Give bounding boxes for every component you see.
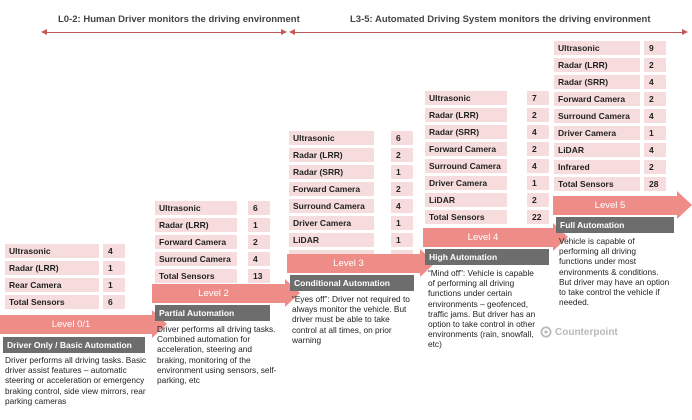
sensor-name: Radar (LRR) <box>425 108 507 122</box>
level-label: Level 5 <box>594 200 626 211</box>
sensor-row <box>554 160 666 174</box>
sensor-value: 4 <box>248 252 270 266</box>
sensor-row <box>554 41 666 55</box>
sensor-list-level-0-1 <box>5 244 125 312</box>
level-title-5: Full Automation <box>556 217 674 233</box>
sensor-value: 1 <box>391 165 413 179</box>
sensor-name: Radar (SRR) <box>289 165 374 179</box>
sensor-name: LiDAR <box>554 143 640 157</box>
level-label: Level 4 <box>467 232 499 243</box>
arrow-right-icon <box>682 29 688 35</box>
sensor-row <box>554 177 666 191</box>
automated-system-header: L3-5: Automated Driving System monitors the driving environment <box>350 14 651 25</box>
level-title-3: Conditional Automation <box>290 275 414 291</box>
arrow-right-icon <box>281 29 287 35</box>
sensor-row <box>5 295 125 309</box>
sensor-name: Total Sensors <box>155 269 237 283</box>
sensor-value: 22 <box>527 210 549 224</box>
sensor-name: Total Sensors <box>554 177 640 191</box>
sensor-row <box>554 92 666 106</box>
sensor-row <box>554 109 666 123</box>
sensor-row <box>425 125 549 139</box>
sensor-value: 2 <box>644 58 666 72</box>
sensor-name: Forward Camera <box>554 92 640 106</box>
sensor-value: 1 <box>248 218 270 232</box>
level-band-5 <box>553 196 677 215</box>
sensor-row <box>5 278 125 292</box>
sensor-name: LiDAR <box>289 233 374 247</box>
sensor-name: Radar (LRR) <box>5 261 99 275</box>
sensor-value: 6 <box>391 131 413 145</box>
sensor-name: Ultrasonic <box>5 244 99 258</box>
level-band-3 <box>287 254 420 273</box>
counterpoint-logo <box>540 326 618 338</box>
sensor-value: 1 <box>391 216 413 230</box>
sensor-name: Driver Camera <box>554 126 640 140</box>
sensor-list-level-4 <box>425 91 549 227</box>
arrow-left-icon <box>41 29 47 35</box>
logo-text: Counterpoint <box>555 326 618 338</box>
sensor-row <box>425 159 549 173</box>
sensor-value: 1 <box>103 278 125 292</box>
level-label: Level 2 <box>198 288 229 299</box>
sensor-name: Driver Camera <box>425 176 507 190</box>
sensor-name: Total Sensors <box>425 210 507 224</box>
human-range-line <box>43 32 283 33</box>
sensor-value: 1 <box>391 233 413 247</box>
automated-range-line <box>291 32 684 33</box>
sensor-name: Infrared <box>554 160 640 174</box>
sensor-name: Forward Camera <box>155 235 237 249</box>
sensor-value: 7 <box>527 91 549 105</box>
sensor-value: 6 <box>103 295 125 309</box>
sensor-row <box>289 182 413 196</box>
sensor-value: 28 <box>644 177 666 191</box>
sensor-name: Radar (SRR) <box>554 75 640 89</box>
level-description-3: “Eyes off”: Driver not required to always monitor the vehicle. But driver must be able to take control at all times, on prior warning <box>292 294 410 345</box>
sensor-value: 2 <box>391 148 413 162</box>
arrow-left-icon <box>289 29 295 35</box>
sensor-row <box>289 131 413 145</box>
sensor-name: Ultrasonic <box>155 201 237 215</box>
sensor-name: Surround Camera <box>155 252 237 266</box>
sensor-value: 4 <box>103 244 125 258</box>
sensor-name: Total Sensors <box>5 295 99 309</box>
sensor-name: Surround Camera <box>425 159 507 173</box>
level-description-2: Driver performs all driving tasks. Combined automation for acceleration, steering and braking, monitoring of the environment using sensors, self-parking, etc <box>157 324 277 386</box>
sensor-name: Rear Camera <box>5 278 99 292</box>
sensor-value: 2 <box>527 142 549 156</box>
sensor-name: Surround Camera <box>554 109 640 123</box>
level-label: Level 3 <box>333 258 364 269</box>
sensor-row <box>554 126 666 140</box>
sensor-row <box>425 91 549 105</box>
level-description-0-1: Driver performs all driving tasks. Basic driver assist features – automatic steering or acceleration or emergency braking control, side view mirrors, rear parking cameras <box>5 355 147 406</box>
sensor-name: Ultrasonic <box>425 91 507 105</box>
level-title-0-1: Driver Only / Basic Automation <box>3 337 145 353</box>
sensor-name: Radar (SRR) <box>425 125 507 139</box>
sensor-row <box>289 148 413 162</box>
level-band-4 <box>423 228 553 247</box>
sensor-row <box>425 108 549 122</box>
sensor-name: Radar (LRR) <box>289 148 374 162</box>
sensor-row <box>289 165 413 179</box>
sensor-value: 2 <box>391 182 413 196</box>
sensor-value: 1 <box>103 261 125 275</box>
level-label: Level 0/1 <box>51 319 91 330</box>
sensor-value: 4 <box>391 199 413 213</box>
sensor-row <box>155 252 270 266</box>
level-title-2: Partial Automation <box>155 305 270 321</box>
sensor-value: 2 <box>644 92 666 106</box>
sensor-value: 9 <box>644 41 666 55</box>
sensor-list-level-2 <box>155 201 270 286</box>
sensor-row <box>5 244 125 258</box>
sensor-value: 2 <box>527 108 549 122</box>
sensor-name: LiDAR <box>425 193 507 207</box>
sensor-row <box>155 235 270 249</box>
sensor-value: 4 <box>527 125 549 139</box>
band-arrow-icon <box>677 191 692 219</box>
sensor-name: Ultrasonic <box>289 131 374 145</box>
sensor-value: 2 <box>527 193 549 207</box>
sensor-row <box>425 210 549 224</box>
sensor-name: Radar (LRR) <box>554 58 640 72</box>
sensor-row <box>425 193 549 207</box>
sensor-name: Driver Camera <box>289 216 374 230</box>
level-description-5: Vehicle is capable of performing all driving functions under most environments & conditions. But driver may have an option to take control the vehicle if needed. <box>559 236 670 308</box>
sensor-value: 1 <box>644 126 666 140</box>
sensor-name: Forward Camera <box>289 182 374 196</box>
sensor-row <box>554 75 666 89</box>
sensor-value: 1 <box>527 176 549 190</box>
sensor-row <box>289 233 413 247</box>
sensor-row <box>155 201 270 215</box>
sensor-value: 13 <box>248 269 270 283</box>
sensor-row <box>425 142 549 156</box>
human-driver-header: L0-2: Human Driver monitors the driving environment <box>58 14 300 25</box>
sensor-list-level-5 <box>554 41 666 194</box>
sensor-value: 6 <box>248 201 270 215</box>
sensor-value: 2 <box>644 160 666 174</box>
counterpoint-logo-icon <box>540 326 552 338</box>
sensor-name: Ultrasonic <box>554 41 640 55</box>
sensor-row <box>155 218 270 232</box>
level-band-2 <box>152 284 285 303</box>
sensor-name: Forward Camera <box>425 142 507 156</box>
sensor-list-level-3 <box>289 131 413 267</box>
sensor-value: 2 <box>248 235 270 249</box>
sensor-row <box>155 269 270 283</box>
sensor-row <box>554 58 666 72</box>
sensor-row <box>289 199 413 213</box>
sensor-value: 4 <box>644 143 666 157</box>
sensor-value: 4 <box>644 109 666 123</box>
level-title-4: High Automation <box>425 249 549 265</box>
sensor-name: Radar (LRR) <box>155 218 237 232</box>
level-description-4: “Mind off”: Vehicle is capable of performing all driving functions under certain environments – geofenced, traffic jams. But driver has an option to take control in other environments (rain, snowfall, etc) <box>428 268 536 350</box>
sensor-name: Surround Camera <box>289 199 374 213</box>
sensor-row <box>425 176 549 190</box>
sensor-row <box>554 143 666 157</box>
level-band-0-1 <box>0 315 152 334</box>
sensor-value: 4 <box>527 159 549 173</box>
sensor-row <box>5 261 125 275</box>
sensor-row <box>289 216 413 230</box>
sensor-value: 4 <box>644 75 666 89</box>
